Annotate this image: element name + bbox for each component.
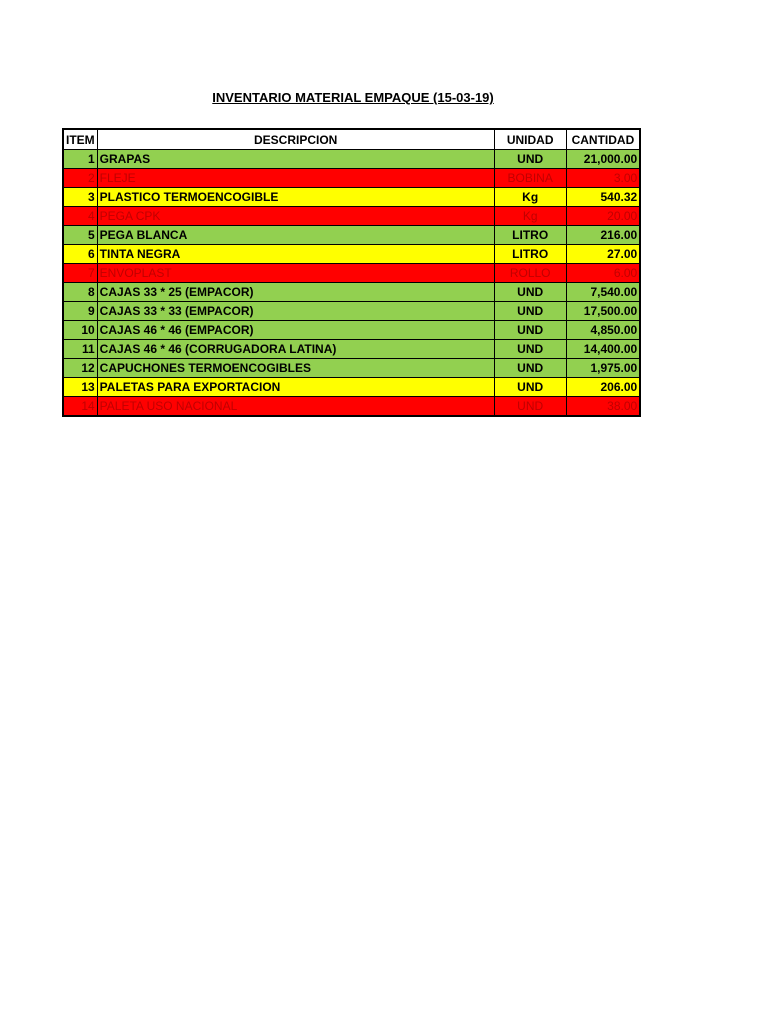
cell-cantidad: 1,975.00 bbox=[566, 359, 640, 378]
cell-unidad: Kg bbox=[494, 207, 566, 226]
cell-unidad: UND bbox=[494, 378, 566, 397]
cell-descripcion: TINTA NEGRA bbox=[97, 245, 494, 264]
cell-descripcion: GRAPAS bbox=[97, 150, 494, 169]
cell-descripcion: ENVOPLAST bbox=[97, 264, 494, 283]
cell-cantidad: 216.00 bbox=[566, 226, 640, 245]
cell-cantidad: 14,400.00 bbox=[566, 340, 640, 359]
cell-cantidad: 20.00 bbox=[566, 207, 640, 226]
inventory-table bbox=[62, 128, 641, 417]
table-row bbox=[63, 226, 640, 245]
cell-item: 1 bbox=[63, 150, 97, 169]
cell-unidad: UND bbox=[494, 340, 566, 359]
table-row bbox=[63, 169, 640, 188]
cell-item: 8 bbox=[63, 283, 97, 302]
cell-item: 10 bbox=[63, 321, 97, 340]
cell-unidad: BOBINA bbox=[494, 169, 566, 188]
cell-cantidad: 7,540.00 bbox=[566, 283, 640, 302]
cell-unidad: LITRO bbox=[494, 226, 566, 245]
cell-unidad: UND bbox=[494, 397, 566, 417]
cell-unidad: UND bbox=[494, 150, 566, 169]
header-unidad: UNIDAD bbox=[494, 129, 566, 150]
cell-descripcion: CAJAS 33 * 25 (EMPACOR) bbox=[97, 283, 494, 302]
cell-cantidad: 27.00 bbox=[566, 245, 640, 264]
cell-descripcion: CAJAS 46 * 46 (CORRUGADORA LATINA) bbox=[97, 340, 494, 359]
cell-descripcion: PEGA BLANCA bbox=[97, 226, 494, 245]
table-row bbox=[63, 359, 640, 378]
cell-item: 7 bbox=[63, 264, 97, 283]
table-row bbox=[63, 264, 640, 283]
cell-cantidad: 540.32 bbox=[566, 188, 640, 207]
cell-item: 14 bbox=[63, 397, 97, 417]
cell-unidad: LITRO bbox=[494, 245, 566, 264]
cell-item: 11 bbox=[63, 340, 97, 359]
table-row bbox=[63, 150, 640, 169]
header-item: ITEM bbox=[63, 129, 97, 150]
cell-unidad: Kg bbox=[494, 188, 566, 207]
cell-cantidad: 3.00 bbox=[566, 169, 640, 188]
header-cantidad: CANTIDAD bbox=[566, 129, 640, 150]
cell-unidad: ROLLO bbox=[494, 264, 566, 283]
cell-cantidad: 21,000.00 bbox=[566, 150, 640, 169]
cell-item: 2 bbox=[63, 169, 97, 188]
table-row bbox=[63, 321, 640, 340]
cell-descripcion: CAJAS 46 * 46 (EMPACOR) bbox=[97, 321, 494, 340]
table-row bbox=[63, 397, 640, 417]
cell-item: 3 bbox=[63, 188, 97, 207]
cell-cantidad: 38.00 bbox=[566, 397, 640, 417]
cell-item: 9 bbox=[63, 302, 97, 321]
page-title: INVENTARIO MATERIAL EMPAQUE (15-03-19) bbox=[212, 90, 494, 105]
header-descripcion: DESCRIPCION bbox=[97, 129, 494, 150]
cell-descripcion: PALETA USO NACIONAL bbox=[97, 397, 494, 417]
cell-cantidad: 206.00 bbox=[566, 378, 640, 397]
table-row bbox=[63, 245, 640, 264]
cell-descripcion: CAPUCHONES TERMOENCOGIBLES bbox=[97, 359, 494, 378]
cell-descripcion: PLASTICO TERMOENCOGIBLE bbox=[97, 188, 494, 207]
cell-item: 13 bbox=[63, 378, 97, 397]
cell-unidad: UND bbox=[494, 283, 566, 302]
cell-unidad: UND bbox=[494, 302, 566, 321]
cell-cantidad: 17,500.00 bbox=[566, 302, 640, 321]
cell-item: 4 bbox=[63, 207, 97, 226]
table-row bbox=[63, 378, 640, 397]
cell-unidad: UND bbox=[494, 359, 566, 378]
table-row bbox=[63, 340, 640, 359]
cell-descripcion: FLEJE bbox=[97, 169, 494, 188]
table-body bbox=[63, 150, 640, 417]
cell-item: 12 bbox=[63, 359, 97, 378]
cell-descripcion: PALETAS PARA EXPORTACION bbox=[97, 378, 494, 397]
table-row bbox=[63, 207, 640, 226]
cell-cantidad: 4,850.00 bbox=[566, 321, 640, 340]
cell-descripcion: PEGA CPK bbox=[97, 207, 494, 226]
table-row bbox=[63, 302, 640, 321]
table-header-row bbox=[63, 129, 640, 150]
cell-item: 5 bbox=[63, 226, 97, 245]
cell-unidad: UND bbox=[494, 321, 566, 340]
cell-cantidad: 6.00 bbox=[566, 264, 640, 283]
cell-descripcion: CAJAS 33 * 33 (EMPACOR) bbox=[97, 302, 494, 321]
table-row bbox=[63, 188, 640, 207]
cell-item: 6 bbox=[63, 245, 97, 264]
table-row bbox=[63, 283, 640, 302]
